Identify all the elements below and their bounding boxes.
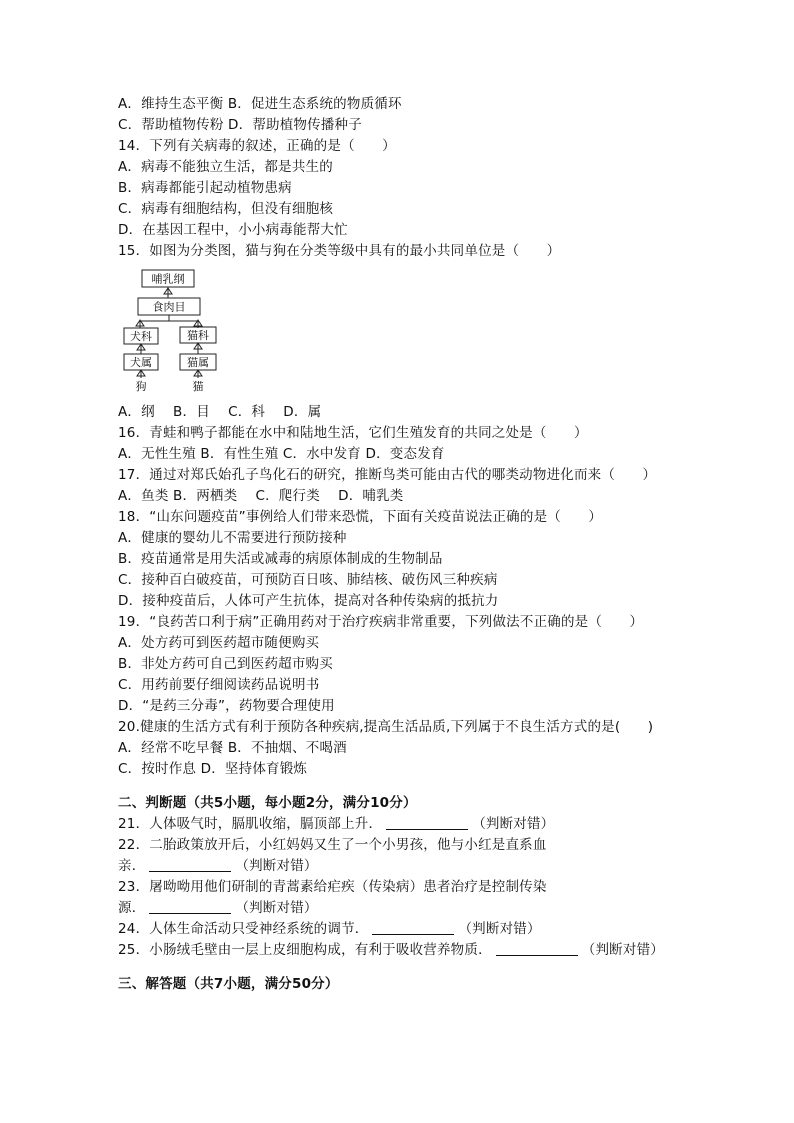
option-line: D．在基因工程中，小小病毒能帮大忙 <box>118 222 348 238</box>
answer-blank[interactable] <box>149 899 231 914</box>
diagram-label-dog-genus: 犬属 <box>130 356 152 369</box>
question-suffix: （判断对错） <box>458 921 541 937</box>
section-title-judgement: 二、判断题（共5小题，每小题2分，满分10分） <box>118 795 417 811</box>
option-line: B．非处方药可自己到医药超市购买 <box>118 656 333 672</box>
option-line: D．“是药三分毒”，药物要合理使用 <box>118 698 335 714</box>
option-line: A．处方药可到医药超市随便购买 <box>118 635 320 651</box>
option-line: C．按时作息 D．坚持体育锻炼 <box>118 761 308 777</box>
answer-blank[interactable] <box>372 920 454 935</box>
exam-page <box>118 94 738 995</box>
diagram-label-dog-family: 犬科 <box>130 330 152 343</box>
question-text: 21．人体吸气时，膈肌收缩，膈顶部上升． <box>118 816 383 832</box>
option-line: A．纲 B．目 C．科 D．属 <box>118 404 322 420</box>
diagram-label-class: 哺乳纲 <box>151 272 185 286</box>
option-line: A．病毒不能独立生活，都是共生的 <box>118 159 333 175</box>
diagram-label-dog: 狗 <box>135 380 147 393</box>
question-block-mid <box>118 402 738 780</box>
diagram-label-cat-genus: 猫属 <box>187 356 209 369</box>
option-line: B．病毒都能引起动植物患病 <box>118 180 292 196</box>
question-block-top <box>118 94 738 262</box>
question-22: 22．二胎政策放开后，小红妈妈又生了一个小男孩，他与小红是直系血 <box>118 837 547 853</box>
question-15: 15．如图为分类图，猫与狗在分类等级中具有的最小共同单位是（ ） <box>118 243 561 259</box>
question-14: 14．下列有关病毒的叙述，正确的是（ ） <box>118 138 396 154</box>
option-line: A．经常不吃早餐 B．不抽烟、不喝酒 <box>118 740 347 756</box>
question-suffix: （判断对错） <box>235 900 318 916</box>
option-line: C．接种百白破疫苗，可预防百日咳、肺结核、破伤风三种疾病 <box>118 572 498 588</box>
question-suffix: （判断对错） <box>581 942 664 958</box>
diagram-label-cat-family: 猫科 <box>187 329 209 342</box>
classification-diagram-svg <box>120 268 230 394</box>
question-17: 17．通过对郑氏始孔子鸟化石的研究，推断鸟类可能由古代的哪类动物进化而来（ ） <box>118 467 657 483</box>
option-line: C．用药前要仔细阅读药品说明书 <box>118 677 320 693</box>
answer-blank[interactable] <box>386 815 468 830</box>
option-line: D．接种疫苗后，人体可产生抗体，提高对各种传染病的抵抗力 <box>118 593 499 609</box>
section-title-answer: 三、解答题（共7小题，满分50分） <box>118 976 339 992</box>
option-line: A．健康的婴幼儿不需要进行预防接种 <box>118 530 347 546</box>
question-24 <box>118 919 738 940</box>
diagram-label-cat: 猫 <box>192 380 204 393</box>
question-text: 亲． <box>118 858 146 874</box>
question-19: 19．“良药苦口利于病”正确用药对于治疗疾病非常重要，下列做法不正确的是（ ） <box>118 614 644 630</box>
question-18: 18．“山东问题疫苗”事例给人们带来恐慌，下面有关疫苗说法正确的是（ ） <box>118 509 603 525</box>
text-line: C．帮助植物传粉 D．帮助植物传播种子 <box>118 117 362 133</box>
option-line: B．疫苗通常是用失活或减毒的病原体制成的生物制品 <box>118 551 443 567</box>
option-line: A．鱼类 B．两栖类 C．爬行类 D．哺乳类 <box>118 488 404 504</box>
question-22-cont <box>118 856 738 877</box>
question-16: 16．青蛙和鸭子都能在水中和陆地生活，它们生殖发育的共同之处是（ ） <box>118 425 588 441</box>
question-25 <box>118 940 738 961</box>
question-21 <box>118 814 738 835</box>
option-line: C．病毒有细胞结构，但没有细胞核 <box>118 201 334 217</box>
question-23: 23．屠呦呦用他们研制的青蒿素给疟疾（传染病）患者治疗是控制传染 <box>118 879 547 895</box>
question-text: 24．人体生命活动只受神经系统的调节． <box>118 921 369 937</box>
question-20: 20.健康的生活方式有利于预防各种疾病,提高生活品质,下列属于不良生活方式的是( ) <box>118 719 654 735</box>
answer-blank[interactable] <box>496 941 578 956</box>
question-text: 25．小肠绒毛壁由一层上皮细胞构成，有利于吸收营养物质． <box>118 942 492 958</box>
question-text: 源． <box>118 900 146 916</box>
question-suffix: （判断对错） <box>235 858 318 874</box>
classification-diagram <box>120 268 230 394</box>
section-judgement <box>118 793 738 961</box>
question-23-cont <box>118 898 738 919</box>
text-line: A．维持生态平衡 B．促进生态系统的物质循环 <box>118 96 402 112</box>
section-answer <box>118 974 738 995</box>
question-suffix: （判断对错） <box>472 816 555 832</box>
answer-blank[interactable] <box>149 857 231 872</box>
diagram-label-order: 食肉目 <box>152 300 186 314</box>
option-line: A．无性生殖 B．有性生殖 C．水中发育 D．变态发育 <box>118 446 445 462</box>
